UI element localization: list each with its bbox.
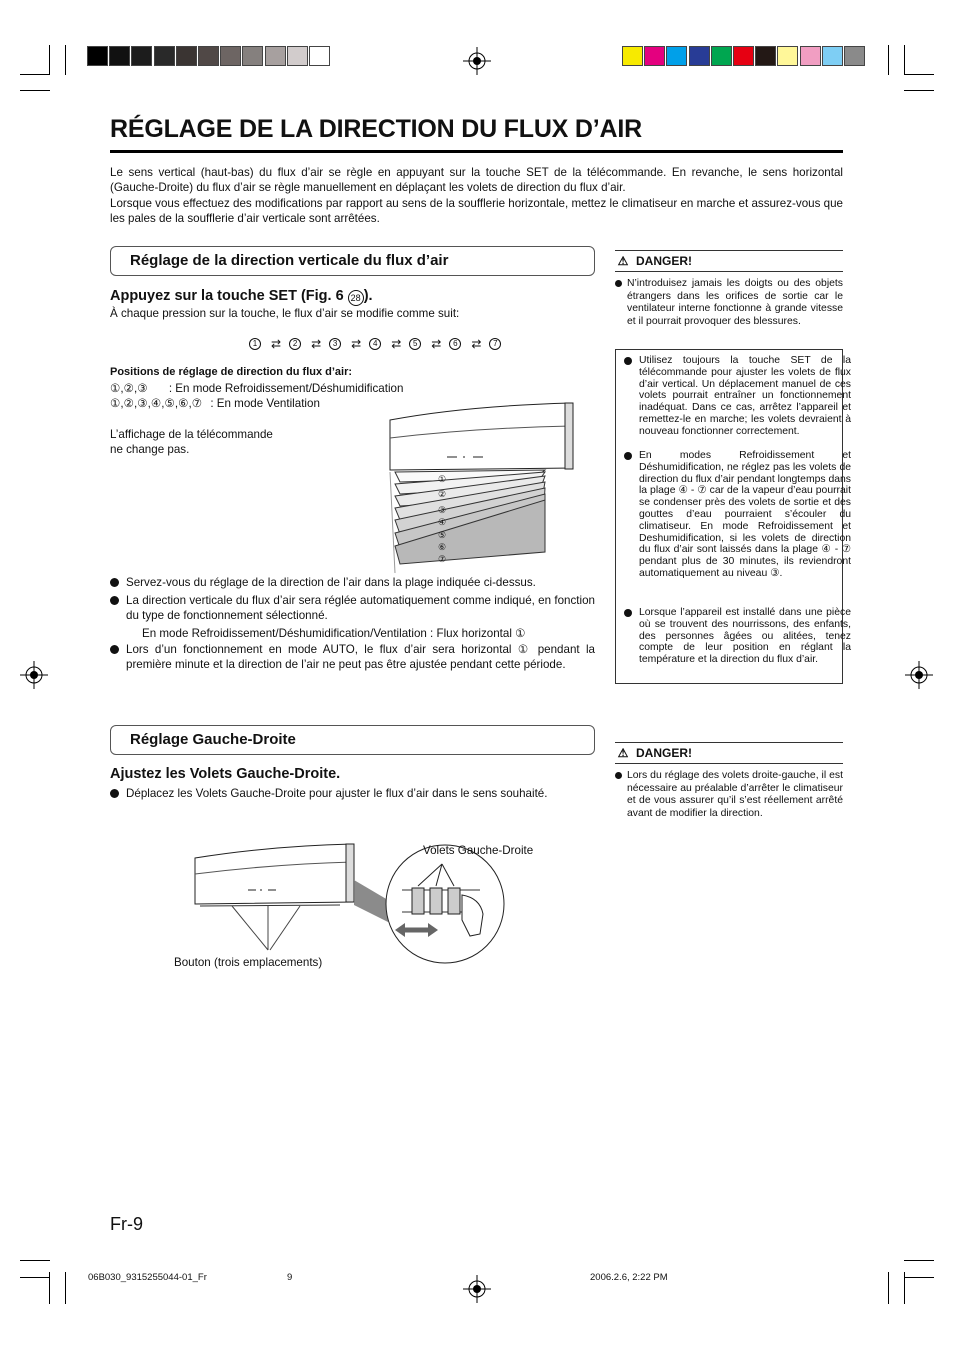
list-item (110, 576, 611, 591)
color-swatch (822, 46, 843, 66)
color-swatch (309, 46, 330, 66)
crop-mark (20, 90, 50, 91)
louver-label: Volets Gauche-Droite (423, 844, 534, 857)
color-swatch (109, 46, 130, 66)
bullet-icon (615, 772, 622, 779)
list-item (110, 787, 595, 802)
crop-mark (20, 74, 50, 75)
display-note: ne change pas. (110, 443, 190, 456)
color-swatch (265, 46, 286, 66)
color-swatch (644, 46, 665, 66)
caution-item (624, 450, 851, 580)
danger-heading (615, 250, 843, 272)
footer-file: 06B030_9315255044-01_Fr (88, 1272, 207, 1283)
instruction-heading-end: ). (363, 288, 373, 304)
page-number: Fr-9 (110, 1214, 143, 1234)
caution-text: Utilisez toujours la touche SET de la télécommande pour ajuster les volets de flux d’air vertical. Un déplacement manuel de ces volets pourrait entraîner un fonctionnement inadéquat. Dans ce cas, arrêtez l’appareil et remettez-le en marche; les volets devraient à nouveau fonctionner correctement. (639, 355, 851, 437)
louver-position-label: ② (438, 489, 447, 500)
position-number: 2 (289, 338, 301, 350)
crop-mark (904, 90, 934, 91)
caution-text: En modes Refroidissement et Déshumidification, ne réglez pas les volets de direction du flux d’air pendant longtemps dans la plage ④ - ⑦ car de la vapeur d’eau pourrait se condenser près des volets de sortie et des gouttes d’eau pourraient s’écouler du climatiseur. En mode Refroidissement et Deshumidification, si les volets de direction du flux d’air sont laissés dans la plage ④ - ⑦ pendant plus de 30 minutes, ils reviendront automatiquement au niveau ③. (639, 450, 851, 579)
crop-mark (904, 1260, 934, 1261)
louver-position-label: ③ (438, 504, 447, 515)
danger-text (615, 278, 843, 328)
crop-mark (49, 45, 50, 75)
display-note: L’affichage de la télécommande (110, 428, 273, 441)
list-item-text: Servez-vous du réglage de la direction de l’air dans la plage indiquée ci-dessus. (126, 576, 536, 589)
toggle-arrows-icon: ⇄ (311, 337, 320, 351)
horizontal-louver-figure (190, 840, 520, 965)
color-swatch (800, 46, 821, 66)
danger-text-content: Lors du réglage des volets droite-gauche, il est nécessaire au préalable d’arrêter le climatiseur et de vous assurer qu’il s’est réellement arrêté avant de modifier la direction. (627, 770, 843, 819)
crop-mark (904, 45, 905, 75)
footer-date: 2006.2.6, 2:22 PM (590, 1272, 668, 1283)
registration-mark-icon (463, 47, 491, 75)
auto-mode-line: En mode Refroidissement/Déshumidification/Ventilation : Flux horizontal ① (142, 627, 526, 640)
registration-mark-icon (463, 1275, 491, 1303)
toggle-arrows-icon: ⇄ (471, 337, 480, 351)
crop-mark (904, 74, 934, 75)
louver-position-label: ④ (438, 517, 447, 528)
positions-mode: : En mode Ventilation (210, 397, 320, 410)
caution-text: Lorsque l’appareil est installé dans une pièce où se trouvent des nourrissons, des enfants, des personnes âgées ou alitées, tenez compte de leur position en réglant la température et la direction du flux d’air. (639, 607, 851, 666)
press-explanation: À chaque pression sur la touche, le flux d’air se modifie comme suit: (110, 307, 460, 320)
color-swatch (242, 46, 263, 66)
instruction-heading (110, 288, 373, 306)
crop-mark (20, 1277, 50, 1278)
instruction-heading-text: Appuyez sur la touche SET (Fig. 6 (110, 288, 344, 304)
position-number: 4 (369, 338, 381, 350)
color-swatch (287, 46, 308, 66)
danger-heading (615, 742, 843, 764)
bullet-icon (110, 596, 119, 605)
bullet-icon (624, 609, 632, 617)
warning-triangle-icon: ⚠ (617, 254, 629, 268)
color-swatch (176, 46, 197, 66)
list-item (110, 594, 595, 623)
color-swatch (733, 46, 754, 66)
section-heading-horizontal: Réglage Gauche-Droite (110, 725, 595, 755)
color-swatch (844, 46, 865, 66)
danger-label: DANGER! (636, 254, 692, 268)
bullet-icon (110, 789, 119, 798)
toggle-arrows-icon: ⇄ (431, 337, 440, 351)
footer-page: 9 (287, 1272, 293, 1283)
caution-item (624, 355, 851, 438)
registration-mark-icon (905, 661, 933, 689)
warning-triangle-icon: ⚠ (617, 746, 629, 760)
section-heading-vertical: Réglage de la direction verticale du flux d’air (110, 246, 595, 276)
bullet-icon (615, 280, 622, 287)
danger-text-content: N’introduisez jamais les doigts ou des objets étrangers dans les orifices de sortie car le ventilateur interne fonctionne à grande vitesse et il pourrait provoquer des blessures. (627, 278, 843, 327)
positions-title: Positions de réglage de direction du flux d’air: (110, 366, 353, 378)
crop-mark (20, 1260, 50, 1261)
crop-mark (904, 1277, 934, 1278)
bullet-icon (110, 645, 119, 654)
intro-paragraph: Lorsque vous effectuez des modifications par rapport au sens de la soufflerie horizontale, mettez le climatiseur en marche et assurez-vous que les pales de la soufflerie d’air verticale sont arrêtées. (110, 196, 843, 225)
page-title: RÉGLAGE DE LA DIRECTION DU FLUX D’AIR (110, 114, 843, 153)
position-number: 5 (409, 338, 421, 350)
positions-row (110, 381, 403, 396)
position-number: 6 (449, 338, 461, 350)
caution-item (624, 607, 851, 666)
positions-row (110, 396, 320, 411)
positions-mode: : En mode Refroidissement/Déshumidification (168, 382, 404, 395)
list-item-text: Déplacez les Volets Gauche-Droite pour ajuster le flux d’air dans le sens souhaité. (126, 787, 548, 800)
intro-text (110, 165, 843, 226)
button-label: Bouton (trois emplacements) (174, 956, 323, 969)
crop-mark (888, 1272, 889, 1304)
bullet-icon (624, 452, 632, 460)
crop-mark (65, 45, 66, 75)
louver-position-labels (438, 473, 446, 566)
color-swatch (154, 46, 175, 66)
caution-box (615, 349, 851, 684)
list-item-text: La direction verticale du flux d’air sera réglée automatiquement comme indiqué, en fonction du type de fonctionnement sélectionné. (126, 594, 595, 622)
color-swatch (689, 46, 710, 66)
color-swatch (87, 46, 108, 66)
position-number: 7 (489, 338, 501, 350)
bullet-icon (624, 357, 632, 365)
color-swatch (198, 46, 219, 66)
color-swatch (220, 46, 241, 66)
positions-numbers: ①,②,③ (110, 382, 148, 395)
louver-position-label: ⑥ (438, 542, 447, 553)
louver-position-label: ① (438, 474, 447, 484)
positions-numbers: ①,②,③,④,⑤,⑥,⑦ (110, 397, 203, 410)
figure-ref: 28 (348, 290, 364, 306)
color-swatch (666, 46, 687, 66)
color-swatch (777, 46, 798, 66)
vertical-airflow-figure (385, 398, 580, 573)
louver-position-label: ⑦ (438, 554, 447, 565)
color-swatch (622, 46, 643, 66)
crop-mark (65, 1272, 66, 1304)
position-number: 3 (329, 338, 341, 350)
position-number: 1 (249, 338, 261, 350)
toggle-arrows-icon: ⇄ (271, 337, 280, 351)
registration-mark-icon (20, 661, 48, 689)
color-swatch (131, 46, 152, 66)
toggle-arrows-icon: ⇄ (391, 337, 400, 351)
bullet-icon (110, 578, 119, 587)
crop-mark (888, 45, 889, 75)
louver-position-label: ⑤ (438, 529, 447, 540)
instruction-heading: Ajustez les Volets Gauche-Droite. (110, 766, 341, 782)
color-swatch (711, 46, 732, 66)
danger-label: DANGER! (636, 746, 692, 760)
list-item-text: Lors d’un fonctionnement en mode AUTO, le flux d’air sera horizontal ① pendant la première minute et la direction de l’air ne peut pas être ajustée pendant cette période. (126, 643, 595, 671)
danger-text (615, 770, 843, 820)
color-swatch (755, 46, 776, 66)
intro-paragraph: Le sens vertical (haut-bas) du flux d’air se règle en appuyant sur la touche SET de la télécommande. En revanche, le sens horizontal (Gauche-Droite) du flux d’air se règle manuellement en déplaçant les volets de direction du flux d’air. (110, 166, 843, 195)
position-sequence (249, 337, 501, 351)
toggle-arrows-icon: ⇄ (351, 337, 360, 351)
list-item (110, 643, 595, 672)
